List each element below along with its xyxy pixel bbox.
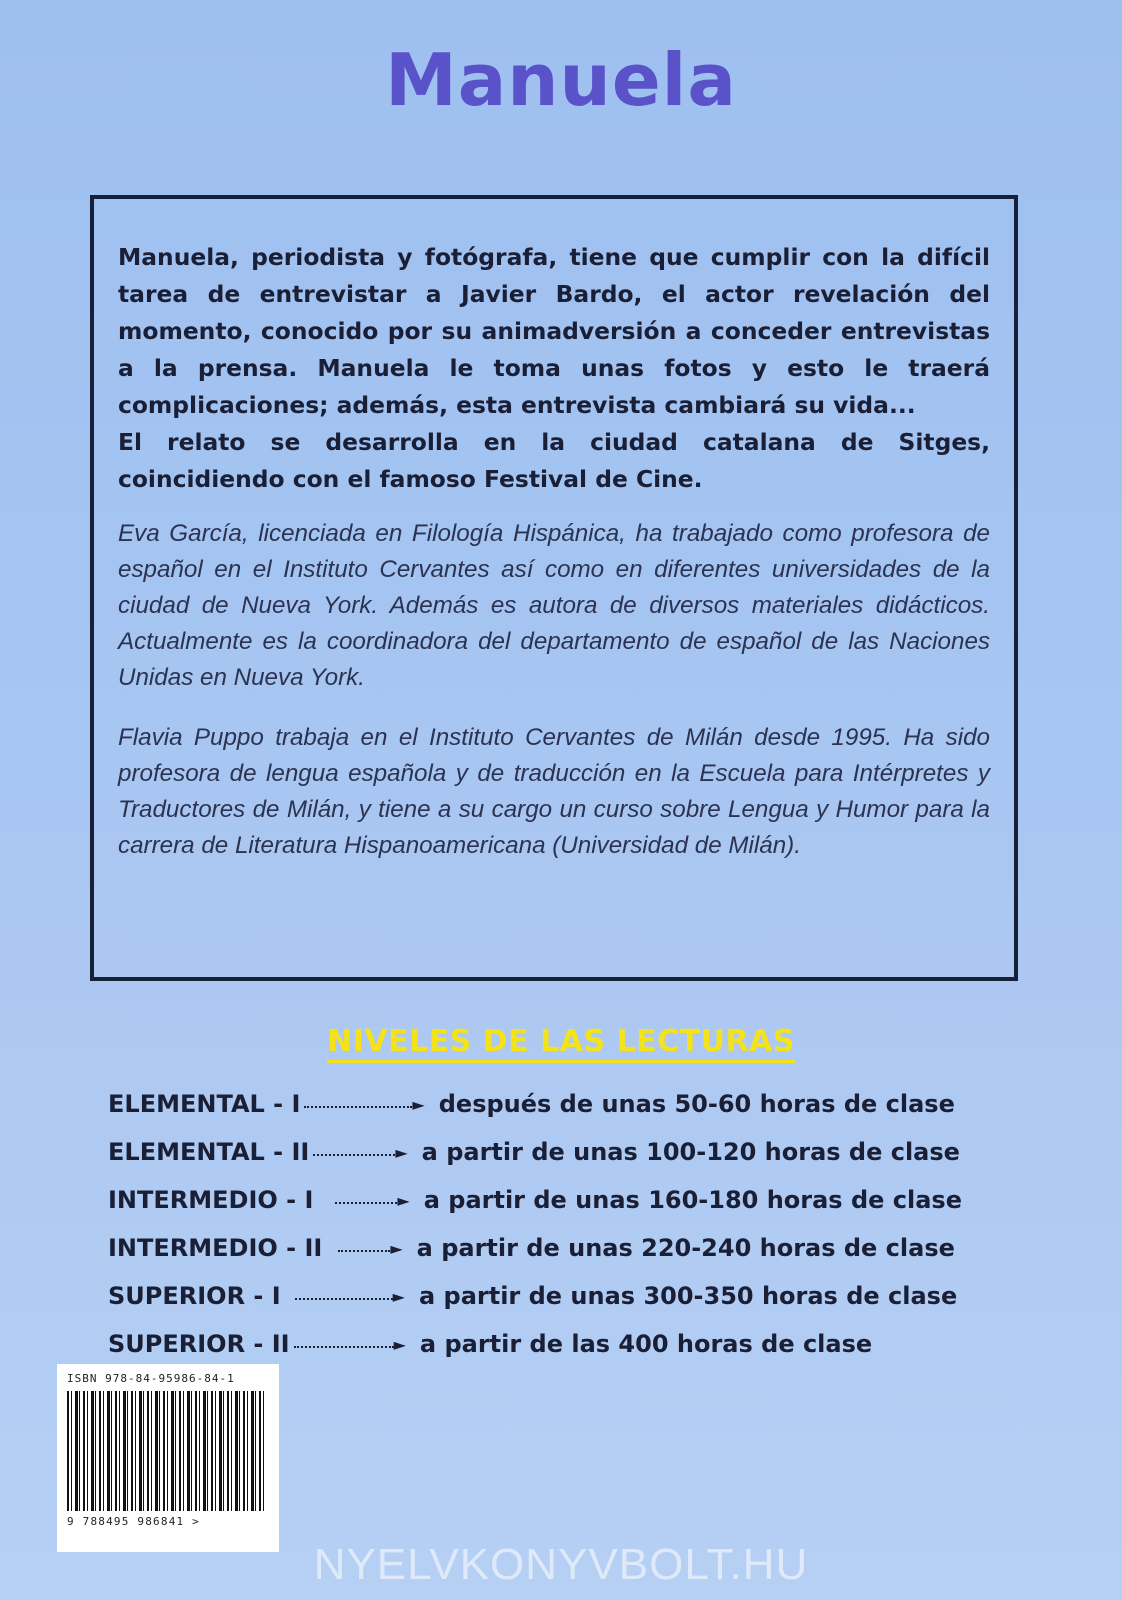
level-description: a partir de unas 300-350 horas de clase [418,1282,958,1310]
arrow-right-icon: ► [397,1190,410,1210]
level-description: a partir de unas 100-120 horas de clase [421,1138,960,1166]
barcode-number: 9 788495 986841 > [67,1515,200,1528]
dotted-leader [295,1298,393,1300]
level-description: a partir de unas 220-240 horas de clase [416,1234,955,1262]
setting-text: El relato se desarrolla en la ciudad catalana de Sitges, coincidiendo con el famoso Festival de Cine. [118,428,990,493]
isbn-barcode [57,1364,279,1552]
description-box [90,195,1018,981]
level-row [108,1176,1008,1224]
level-name: INTERMEDIO - I [108,1186,314,1214]
level-description: a partir de las 400 horas de clase [419,1330,873,1358]
level-name: INTERMEDIO - II [108,1234,323,1262]
level-name: ELEMENTAL - II [108,1138,310,1166]
level-description: a partir de unas 160-180 horas de clase [423,1186,962,1214]
barcode-bars [67,1391,267,1511]
dotted-leader [313,1154,395,1156]
levels-list [108,1080,1008,1368]
dotted-leader [304,1106,412,1108]
level-name: SUPERIOR - II [108,1330,290,1358]
arrow-right-icon: ► [412,1094,425,1114]
arrow-right-icon: ► [393,1334,406,1354]
summary-paragraph [118,239,990,498]
dotted-leader [338,1250,390,1252]
author2-bio: Flavia Puppo trabaja en el Instituto Cervantes de Milán desde 1995. Ha sido profesora de lengua española y de traducción en la Escuela para Intérpretes y Traductores de Milán, y tiene a su cargo un curso sobre Lengua y Humor para la carrera de Literatura Hispanoamericana (Universidad de Milán). [118,724,990,859]
watermark: NYELVKONYVBOLT.HU [313,1540,809,1589]
level-name: ELEMENTAL - I [108,1090,301,1118]
level-row [108,1320,1008,1368]
levels-heading [0,1024,1122,1059]
level-row [108,1128,1008,1176]
arrow-right-icon: ► [395,1142,408,1162]
book-title: Manuela [385,38,737,122]
author1-bio: Eva García, licenciada en Filología Hispánica, ha trabajado como profesora de español en el Instituto Cervantes así como en diferentes universidades de la ciudad de Nueva York. Además es autora de diversos materiales didácticos. Actualmente es la coordinadora del departamento de español de las Naciones Unidas en Nueva York. [118,520,990,691]
dotted-leader [294,1346,394,1348]
summary-text: Manuela, periodista y fotógrafa, tiene que cumplir con la difícil tarea de entrevistar a Javier Bardo, el actor revelación del momento, conocido por su animadversión a conceder entrevistas a la prensa. Manuela le toma unas fotos y esto le traerá complicaciones; además, esta entrevista cambiará su vida... [118,243,990,419]
level-row [108,1272,1008,1320]
levels-heading-text: NIVELES DE LAS LECTURAS [327,1024,795,1063]
level-description: después de unas 50-60 horas de clase [438,1090,955,1118]
level-name: SUPERIOR - I [108,1282,281,1310]
arrow-right-icon: ► [392,1286,405,1306]
arrow-right-icon: ► [390,1238,403,1258]
level-row [108,1080,1008,1128]
dotted-leader [335,1202,397,1204]
level-row [108,1224,1008,1272]
isbn-label: ISBN 978-84-95986-84-1 [67,1372,235,1385]
